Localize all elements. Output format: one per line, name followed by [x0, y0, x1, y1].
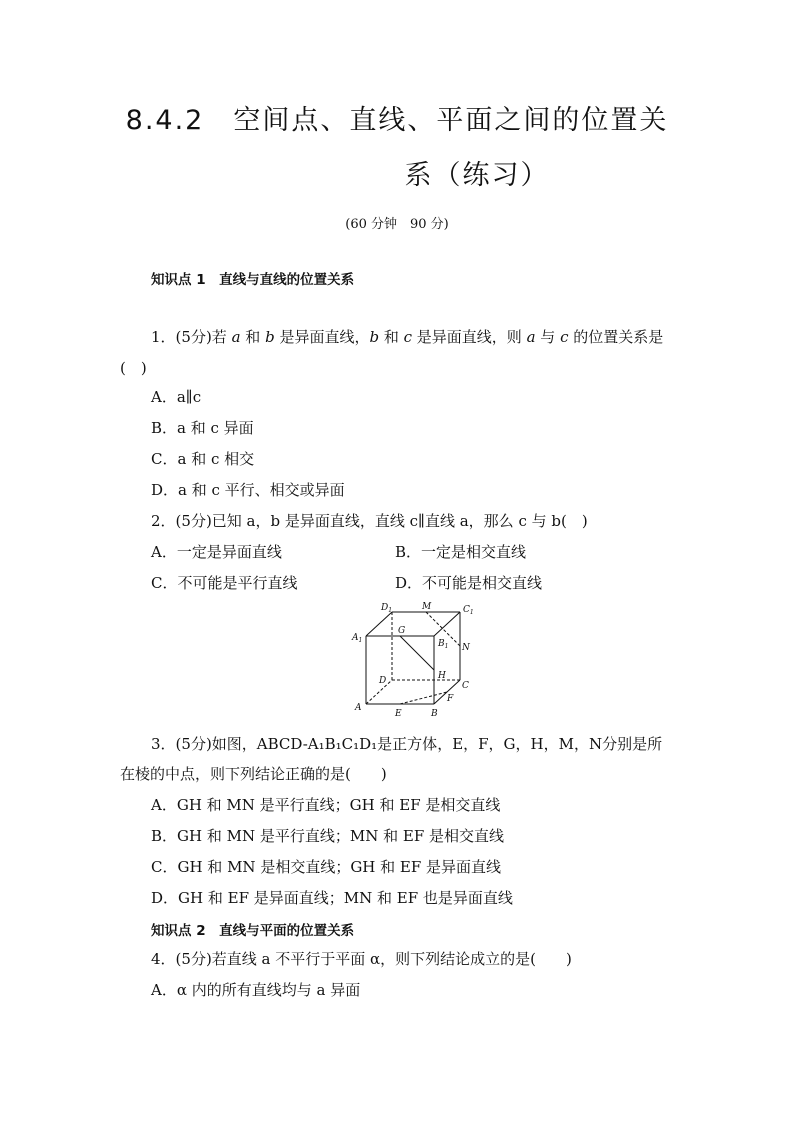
q3-option-a: A．GH 和 MN 是平行直线；GH 和 EF 是相交直线	[151, 796, 501, 814]
q3-stem-line1: 3．(5分)如图，ABCD-A₁B₁C₁D₁是正方体，E，F，G，H，M，N分别是所	[151, 735, 663, 753]
q3-stem-line2: 在棱的中点，则下列结论正确的是( )	[120, 765, 387, 783]
label-d1: $D_1$	[381, 603, 393, 614]
edge-a1d1	[366, 612, 392, 636]
q4-stem: 4．(5分)若直线 a 不平行于平面 α，则下列结论成立的是( )	[151, 950, 572, 968]
q1-option-a: A．a∥c	[151, 388, 202, 406]
q3-option-d: D．GH 和 EF 是异面直线；MN 和 EF 也是异面直线	[151, 889, 513, 907]
label-b: B	[431, 709, 438, 719]
q2-stem: 2．(5分)已知 a，b 是异面直线，直线 c∥直线 a，那么 c 与 b( )	[151, 512, 588, 530]
label-d: D	[379, 676, 387, 686]
q2-option-c: C．不可能是平行直线	[151, 574, 298, 592]
label-m: M	[422, 602, 432, 612]
q1-answer-blank: ( )	[120, 359, 147, 377]
q2-option-d: D．不可能是相交直线	[395, 574, 543, 592]
segment-gh	[400, 636, 434, 670]
label-a: A	[355, 703, 362, 713]
section-heading-1: 知识点 1 直线与直线的位置关系	[151, 272, 355, 288]
q1-stem: 1．(5分)若 a 和 b 是异面直线，b 和 c 是异面直线，则 a 与 c 的位置关系是	[151, 328, 664, 346]
label-b1: $B_1$	[438, 639, 449, 650]
q1-option-d: D．a 和 c 平行、相交或异面	[151, 481, 345, 499]
label-e: E	[395, 709, 402, 719]
label-f: F	[447, 694, 454, 704]
q3-option-b: B．GH 和 MN 是平行直线；MN 和 EF 是相交直线	[151, 827, 505, 845]
q1-option-b: B．a 和 c 异面	[151, 419, 254, 437]
label-c: C	[462, 681, 469, 691]
q2-option-b: B．一定是相交直线	[395, 543, 527, 561]
page-title-line2: 系（练习）	[404, 160, 550, 191]
label-g: G	[398, 626, 406, 636]
cube-figure	[348, 600, 478, 722]
section-heading-2: 知识点 2 直线与平面的位置关系	[151, 923, 355, 939]
q1-option-c: C．a 和 c 相交	[151, 450, 255, 468]
label-c1: $C_1$	[463, 605, 474, 616]
q3-option-c: C．GH 和 MN 是相交直线；GH 和 EF 是异面直线	[151, 858, 502, 876]
page-title-line1: 8.4.2 空间点、直线、平面之间的位置关	[125, 105, 669, 136]
time-score-note: (60 分钟 90 分)	[345, 217, 449, 232]
q4-option-a: A．α 内的所有直线均与 a 异面	[151, 981, 361, 999]
label-a1: $A_1$	[352, 633, 363, 644]
label-h: H	[438, 671, 446, 681]
q2-option-a: A．一定是异面直线	[151, 543, 282, 561]
label-n: N	[462, 643, 470, 653]
